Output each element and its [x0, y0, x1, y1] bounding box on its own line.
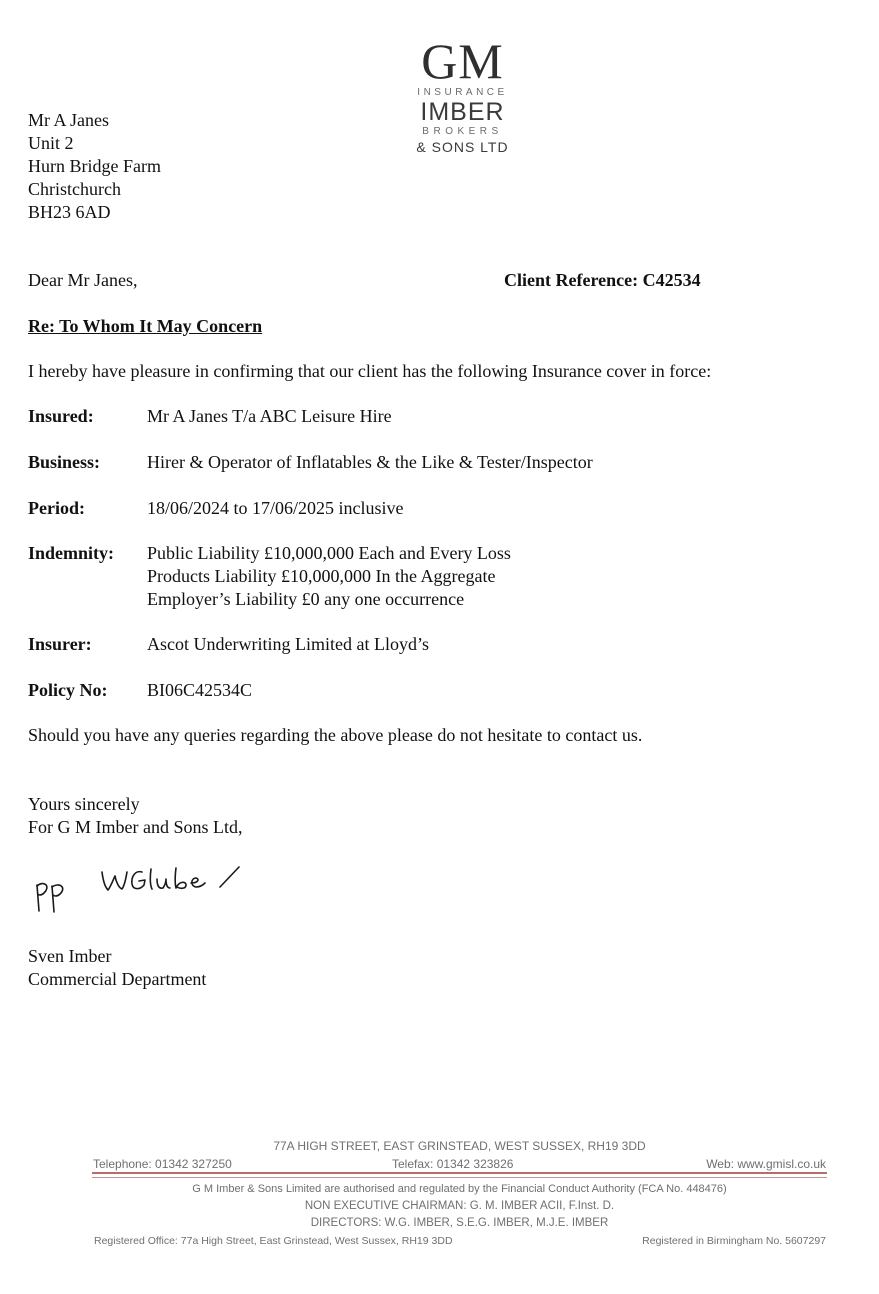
address-line: Hurn Bridge Farm	[28, 156, 161, 176]
sign-off-line: Yours sincerely	[28, 794, 140, 814]
policy-value: BI06C42534C	[147, 680, 253, 700]
insurer-value: Ascot Underwriting Limited at Lloyd’s	[147, 634, 429, 654]
client-reference: Client Reference: C42534	[504, 270, 701, 290]
signer-name: Sven Imber	[28, 946, 112, 966]
closing-paragraph: Should you have any queries regarding the above please do not hesitate to contact us.	[28, 725, 643, 745]
policy-label: Policy No:	[28, 680, 108, 700]
indemnity-line: Products Liability £10,000,000 In the Aggregate	[147, 566, 496, 586]
sign-off-line: For G M Imber and Sons Ltd,	[28, 817, 243, 837]
indemnity-line: Public Liability £10,000,000 Each and Every Loss	[147, 543, 511, 563]
logo-brokers: BROKERS	[422, 126, 503, 137]
business-label: Business:	[28, 452, 101, 472]
intro-paragraph: I hereby have pleasure in confirming that our client has the following Insurance cover in force:	[28, 361, 712, 381]
insurer-label: Insurer:	[28, 634, 92, 654]
period-label: Period:	[28, 498, 85, 518]
signer-block	[28, 945, 206, 991]
address-line: Christchurch	[28, 179, 121, 199]
signer-department: Commercial Department	[28, 969, 207, 989]
footer-telefax: Telefax: 01342 323826	[392, 1157, 514, 1171]
footer-telephone: Telephone: 01342 327250	[93, 1157, 232, 1171]
logo-insurance: INSURANCE	[417, 87, 508, 98]
footer-directors: DIRECTORS: W.G. IMBER, S.E.G. IMBER, M.J.E. IMBER	[310, 1217, 609, 1229]
footer-registered-office: Registered Office: 77a High Street, East Grinstead, West Sussex, RH19 3DD	[94, 1235, 453, 1247]
salutation: Dear Mr Janes,	[28, 270, 138, 290]
indemnity-label: Indemnity:	[28, 543, 115, 563]
address-line: BH23 6AD	[28, 202, 111, 222]
footer-contacts	[93, 1157, 826, 1173]
footer-fca-notice: G M Imber & Sons Limited are authorised and regulated by the Financial Conduct Authority (FCA No. 448476)	[192, 1183, 727, 1195]
address-line: Unit 2	[28, 133, 74, 153]
period-value: 18/06/2024 to 17/06/2025 inclusive	[147, 498, 404, 518]
recipient-address	[28, 109, 161, 224]
footer-registered-in: Registered in Birmingham No. 5607297	[642, 1235, 826, 1247]
address-line: Mr A Janes	[28, 110, 109, 130]
insured-label: Insured:	[28, 406, 94, 426]
handwritten-signature	[28, 855, 268, 930]
footer-rule-thin	[92, 1177, 827, 1178]
indemnity-line: Employer’s Liability £0 any one occurrence	[147, 589, 465, 609]
footer-rule	[92, 1172, 827, 1174]
footer-registration	[94, 1235, 826, 1249]
logo-sons: & SONS LTD	[416, 139, 509, 155]
sign-off	[28, 793, 243, 839]
footer-address: 77A HIGH STREET, EAST GRINSTEAD, WEST SUSSEX, RH19 3DD	[273, 1139, 646, 1153]
insured-value: Mr A Janes T/a ABC Leisure Hire	[147, 406, 392, 426]
footer-chairman: NON EXECUTIVE CHAIRMAN: G. M. IMBER ACII, F.Inst. D.	[304, 1200, 615, 1212]
business-value: Hirer & Operator of Inflatables & the Like & Tester/Inspector	[147, 452, 593, 472]
indemnity-values	[147, 542, 511, 611]
subject-line: Re: To Whom It May Concern	[28, 316, 263, 336]
logo-gm: GM	[421, 33, 504, 89]
company-logo	[405, 33, 520, 156]
logo-imber: IMBER	[420, 98, 505, 126]
footer-web: Web: www.gmisl.co.uk	[706, 1157, 826, 1171]
